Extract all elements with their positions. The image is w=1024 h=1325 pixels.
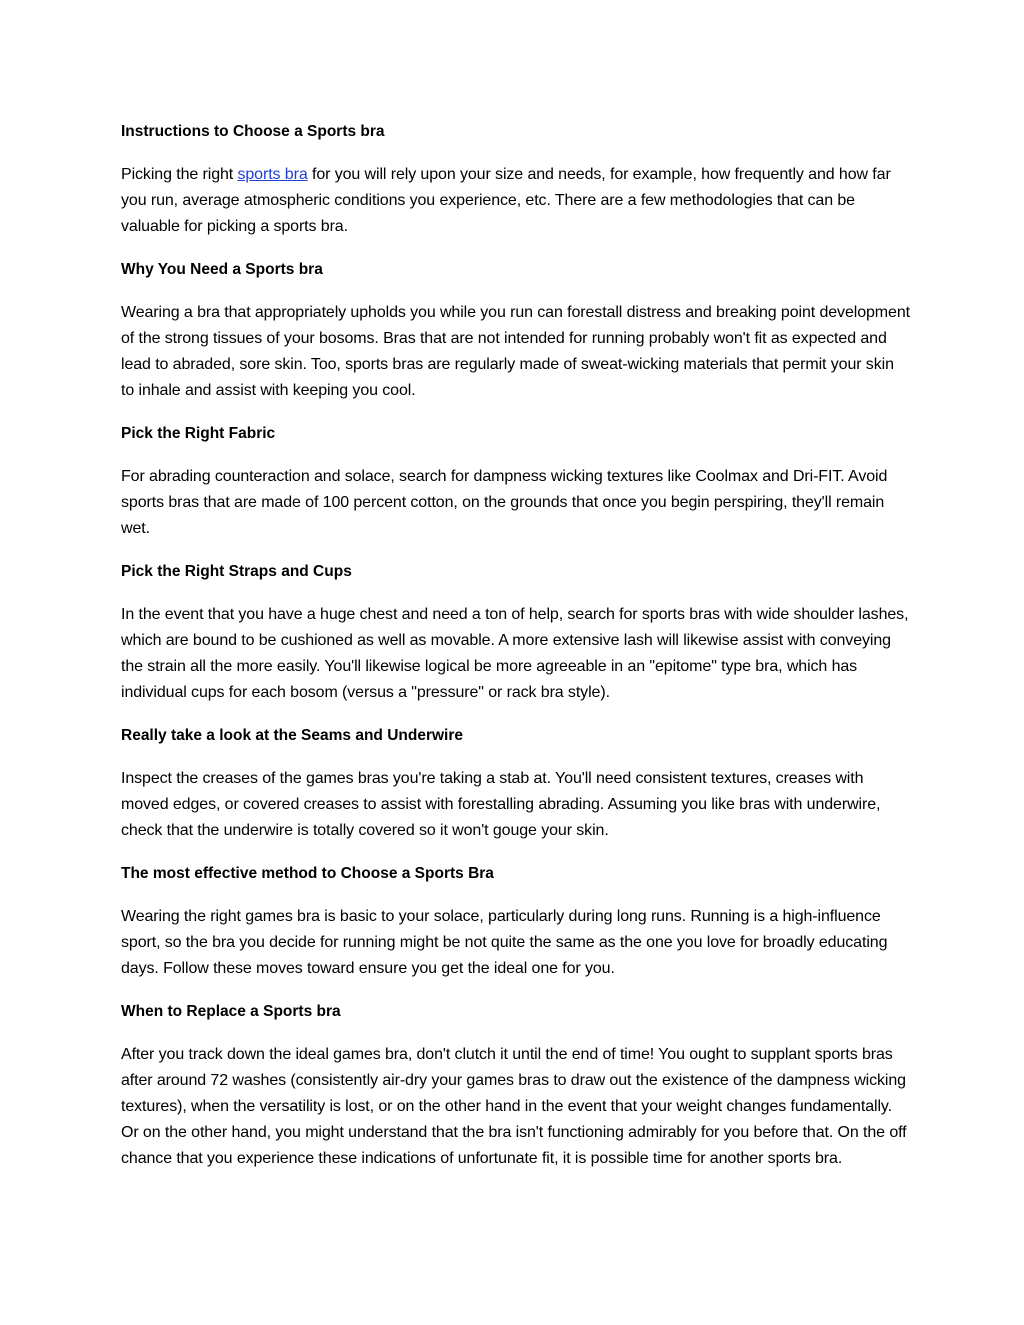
section-heading-when-to-replace: When to Replace a Sports bra (121, 1003, 341, 1020)
section-paragraph-straps-cups: In the event that you have a huge chest and need a ton of help, search for sports bras with wide shoulder lashes, which are bound to be cushioned as well as movable. A more extensive lash will likewise assist with conveying the strain all the more easily. You'll likewise logical be more agreeable in an "epitome" type bra, which has individual cups for each bosom (versus a "pressure" or rack bra style). (121, 606, 909, 701)
section-heading-instructions: Instructions to Choose a Sports bra (121, 123, 385, 140)
section-paragraph-fabric: For abrading counteraction and solace, search for dampness wicking textures like Coolmax and Dri-FIT. Avoid sports bras that are made of 100 percent cotton, on the grounds that once you begin perspiring, they'll remain wet. (121, 468, 888, 537)
document-page (121, 119, 911, 1189)
section-heading-seams-underwire: Really take a look at the Seams and Underwire (121, 727, 463, 744)
section-heading-straps-cups: Pick the Right Straps and Cups (121, 563, 352, 580)
section-heading-why-you-need: Why You Need a Sports bra (121, 261, 323, 278)
section-paragraph-instructions (121, 162, 911, 240)
section-heading-fabric: Pick the Right Fabric (121, 425, 276, 442)
section-paragraph-when-to-replace: After you track down the ideal games bra, don't clutch it until the end of time! You ought to supplant sports bras after around 72 washes (consistently air-dry your games bras to draw out the existence of the dampness wicking textures), when the versatility is lost, or on the other hand in the event that your weight changes fundamentally. Or on the other hand, you might understand that the bra isn't functioning admirably for you before that. On the off chance that you experience these indications of unfortunate fit, it is possible time for another sports bra. (121, 1046, 907, 1167)
section-paragraph-seams-underwire: Inspect the creases of the games bras you're taking a stab at. You'll need consistent textures, creases with moved edges, or covered creases to assist with forestalling abrading. Assuming you like bras with underwire, check that the underwire is totally covered so it won't gouge your skin. (121, 770, 881, 839)
section-paragraph-effective-method: Wearing the right games bra is basic to your solace, particularly during long runs. Running is a high-influence sport, so the bra you decide for running might be not quite the same as the one you love for broadly educating days. Follow these moves toward ensure you get the ideal one for you. (121, 908, 888, 977)
section-heading-effective-method: The most effective method to Choose a Sports Bra (121, 865, 494, 882)
sports-bra-link[interactable]: sports bra (237, 166, 308, 183)
paragraph-text-before-link: Picking the right (121, 166, 238, 183)
section-paragraph-why-you-need: Wearing a bra that appropriately upholds you while you run can forestall distress and breaking point development of the strong tissues of your bosoms. Bras that are not intended for running probably won't fit as expected and lead to abraded, sore skin. Too, sports bras are regularly made of sweat-wicking materials that permit your skin to inhale and assist with keeping you cool. (121, 304, 910, 399)
paragraph-text-after-link: for you will rely upon your size and needs, for example, how frequently and how far you run, average atmospheric conditions you experience, etc. There are a few methodologies that can be valuable for picking a sports bra. (121, 166, 891, 235)
